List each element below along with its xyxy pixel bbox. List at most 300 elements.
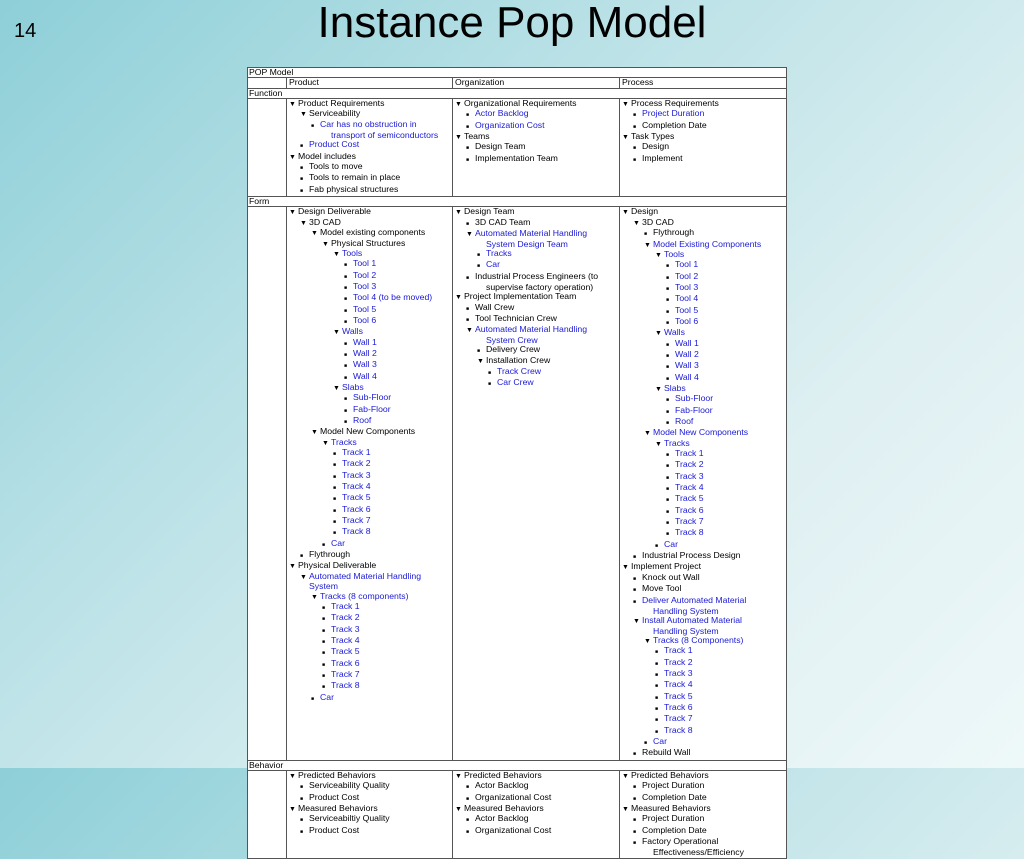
outline-item-text: Tool 2 (675, 270, 699, 281)
outline-item-text: Physical Deliverable (298, 560, 377, 571)
header-corner (248, 78, 287, 88)
outline-item-text: Process Requirements (631, 98, 719, 109)
outline-item-text: Deliver Automated Material (642, 594, 747, 605)
expand-triangle-icon: ▼ (333, 329, 340, 337)
bullet-icon: ■ (666, 375, 670, 382)
outline-item-text: Track 4 (675, 482, 704, 493)
header-organization: Organization (453, 78, 620, 88)
bullet-icon: ■ (322, 650, 326, 657)
header-product: Product (287, 78, 453, 88)
bullet-icon: ■ (633, 751, 637, 758)
bullet-icon: ■ (666, 508, 670, 515)
outline-item-text: Tracks (8 Components) (653, 634, 744, 645)
outline-item-text: Design (631, 206, 659, 217)
outline-item-text: Track 1 (664, 645, 693, 656)
expand-triangle-icon: ▼ (455, 209, 462, 217)
outline-item-text: Wall 2 (353, 347, 377, 358)
bullet-icon: ■ (666, 463, 670, 470)
outline-item-text: Track 5 (675, 493, 704, 504)
outline-item-text: Sub-Floor (353, 392, 392, 403)
cell-behavior-organization (453, 771, 620, 859)
outline-item-text: Track 1 (342, 447, 371, 458)
bullet-icon: ■ (466, 274, 470, 281)
outline-item-text: Wall 4 (675, 371, 699, 382)
outline-item (289, 185, 450, 196)
outline-item (289, 316, 450, 327)
outline-item-text: Tool Technician Crew (475, 312, 557, 323)
outline-item (622, 748, 784, 759)
outline-item (622, 240, 784, 250)
expand-triangle-icon: ▼ (622, 564, 629, 572)
expand-triangle-icon: ▼ (289, 563, 296, 571)
bullet-icon: ■ (633, 828, 637, 835)
section-row-function (248, 88, 787, 98)
outline-item-text: Tracks (486, 247, 512, 258)
bullet-icon: ■ (466, 305, 470, 312)
outline-item-text: System Design Team (486, 238, 568, 249)
outline-item (455, 826, 617, 837)
outline-item-text: Tool 3 (675, 281, 699, 292)
expand-triangle-icon: ▼ (655, 440, 662, 448)
outline-item-text: Track 8 (342, 526, 371, 537)
expand-triangle-icon: ▼ (644, 637, 651, 645)
bullet-icon: ■ (300, 187, 304, 194)
outline-item-text: Serviceability (309, 108, 361, 119)
outline-item-text: Track 3 (664, 667, 693, 678)
outline-item-text: Automated Material Handling (309, 570, 422, 581)
outline-item (622, 714, 784, 725)
bullet-icon: ■ (633, 784, 637, 791)
bullet-icon: ■ (311, 695, 315, 702)
header-process: Process (620, 78, 787, 88)
outline-item-text: Track 3 (342, 469, 371, 480)
bullet-icon: ■ (466, 112, 470, 119)
bullet-icon: ■ (344, 296, 348, 303)
bullet-icon: ■ (655, 694, 659, 701)
outline-item (289, 592, 450, 602)
outline-item-text: Track 2 (664, 656, 693, 667)
expand-triangle-icon: ▼ (311, 230, 318, 238)
outline-item (622, 361, 784, 372)
expand-triangle-icon: ▼ (477, 358, 484, 366)
outline-item (622, 703, 784, 714)
outline-item-text: Installation Crew (486, 355, 551, 366)
bullet-icon: ■ (333, 462, 337, 469)
outline-item (289, 636, 450, 647)
bullet-icon: ■ (666, 274, 670, 281)
outline-item (289, 659, 450, 670)
outline-item (289, 239, 450, 249)
cell-form-product (287, 207, 453, 760)
outline-item-text: Car has no obstruction in (320, 118, 417, 129)
bullet-icon: ■ (666, 474, 670, 481)
bullet-icon: ■ (466, 316, 470, 323)
outline-item-text: Tracks (331, 436, 357, 447)
bullet-icon: ■ (300, 143, 304, 150)
outline-item-text: Tools (664, 248, 685, 259)
outline-item-text: Track 6 (342, 503, 371, 514)
outline-item-text: Install Automated Material (642, 615, 742, 626)
outline-item-text: Teams (464, 131, 490, 142)
bullet-icon: ■ (300, 795, 304, 802)
cell-function-organization (453, 99, 620, 197)
bullet-icon: ■ (466, 145, 470, 152)
bullet-icon: ■ (300, 165, 304, 172)
outline-item-text: Track 6 (331, 657, 360, 668)
outline-item-text: Track 2 (331, 612, 360, 623)
outline-item (622, 328, 784, 338)
outline-item (455, 249, 617, 260)
bullet-icon: ■ (488, 369, 492, 376)
outline-item-text: Predicted Behaviors (298, 770, 376, 780)
outline-item-text: Physical Structures (331, 237, 406, 248)
bullet-icon: ■ (666, 308, 670, 315)
outline-item-text: Tracks (8 components) (320, 590, 409, 601)
bullet-icon: ■ (466, 817, 470, 824)
bullet-icon: ■ (344, 407, 348, 414)
outline-item-text: Track 5 (331, 646, 360, 657)
outline-item-text: Roof (353, 415, 372, 425)
outline-item (455, 154, 617, 165)
outline-item-text: Wall 1 (675, 337, 699, 348)
bullet-icon: ■ (633, 156, 637, 163)
outline-item-text: Track Crew (497, 365, 542, 376)
outline-item-text: Car (331, 537, 345, 548)
outline-item-text: Implement (642, 152, 683, 163)
outline-item-text: Completion Date (642, 824, 707, 835)
outline-item-text: Completion Date (642, 791, 707, 802)
expand-triangle-icon: ▼ (466, 231, 473, 239)
bullet-icon: ■ (466, 123, 470, 130)
bullet-icon: ■ (655, 649, 659, 656)
outline-item-text: Project Duration (642, 780, 705, 791)
row-spacer (248, 207, 287, 760)
outline-item (622, 306, 784, 317)
expand-triangle-icon: ▼ (289, 773, 296, 780)
outline-item-text: Task Types (631, 131, 675, 142)
bullet-icon: ■ (666, 285, 670, 292)
outline-item-text: Track 7 (675, 516, 704, 527)
outline-item-text: Walls (664, 327, 685, 338)
outline-item-text: Organizational Cost (475, 824, 552, 835)
outline-item-text: Product Cost (309, 824, 360, 835)
table-title: POP Model (248, 68, 787, 78)
cell-form-process (620, 207, 787, 760)
bullet-icon: ■ (633, 840, 637, 847)
outline-item-text: Roof (675, 416, 694, 426)
outline-item-text: Tool 3 (353, 280, 377, 291)
outline-item (622, 669, 784, 680)
expand-triangle-icon: ▼ (655, 385, 662, 393)
row-spacer (248, 99, 287, 197)
pop-model-table (247, 67, 787, 859)
bullet-icon: ■ (344, 374, 348, 381)
outline-item (622, 528, 784, 539)
outline-item-text: Project Implementation Team (464, 291, 577, 302)
outline-item-text: Track 8 (675, 527, 704, 538)
expand-triangle-icon: ▼ (622, 209, 629, 217)
outline-item (622, 373, 784, 384)
outline-item-text: System (309, 581, 338, 592)
bullet-icon: ■ (633, 575, 637, 582)
outline-item-text: Move Tool (642, 583, 682, 594)
bullet-icon: ■ (666, 341, 670, 348)
outline-item (455, 367, 617, 378)
outline-item-text: Measured Behaviors (464, 803, 544, 814)
outline-item-text: Product Cost (309, 139, 360, 150)
section-row-behavior (248, 760, 787, 770)
outline-item-text: Tools (342, 247, 363, 258)
bullet-icon: ■ (655, 671, 659, 678)
outline-item-text: Actor Backlog (475, 813, 529, 824)
outline-item (622, 658, 784, 669)
bullet-icon: ■ (477, 347, 481, 354)
expand-triangle-icon: ▼ (655, 330, 662, 338)
outline-item (289, 826, 450, 837)
cell-function-process (620, 99, 787, 197)
outline-item (622, 680, 784, 691)
outline-item-text: Track 3 (675, 470, 704, 481)
bullet-icon: ■ (333, 530, 337, 537)
expand-triangle-icon: ▼ (333, 384, 340, 392)
bullet-icon: ■ (344, 340, 348, 347)
outline-item-text: Product Cost (309, 791, 360, 802)
bullet-icon: ■ (655, 542, 659, 549)
outline-item-text: Tool 4 (to be moved) (353, 292, 433, 303)
expand-triangle-icon: ▼ (311, 429, 318, 437)
outline-item-text: Track 5 (664, 690, 693, 701)
outline-item-text: Serviceabiltiy Quality (309, 813, 390, 824)
outline-item-text: Serviceability Quality (309, 780, 390, 791)
bullet-icon: ■ (666, 452, 670, 459)
outline-item-text: Implement Project (631, 561, 702, 572)
outline-item-text: Track 1 (331, 600, 360, 611)
bullet-icon: ■ (322, 616, 326, 623)
outline-item (622, 339, 784, 350)
header-row (248, 78, 787, 88)
table-title-row (248, 68, 787, 78)
outline-item (622, 692, 784, 703)
outline-item-text: Delivery Crew (486, 343, 541, 354)
outline-item (622, 272, 784, 283)
outline-item (622, 154, 784, 165)
outline-item-text: Completion Date (642, 119, 707, 130)
outline-item-text: Industrial Process Engineers (to (475, 270, 599, 281)
outline-item (622, 726, 784, 737)
expand-triangle-icon: ▼ (466, 327, 473, 335)
outline-item-text: 3D CAD Team (475, 216, 531, 227)
section-label-form: Form (248, 197, 787, 207)
outline-item-text: Tool 5 (353, 303, 377, 314)
expand-triangle-icon: ▼ (289, 101, 296, 109)
outline-item (622, 294, 784, 305)
bullet-icon: ■ (333, 507, 337, 514)
bullet-icon: ■ (666, 486, 670, 493)
outline-item-text: Flythrough (309, 549, 351, 560)
bullet-icon: ■ (666, 420, 670, 426)
outline-item (622, 406, 784, 417)
expand-triangle-icon: ▼ (655, 251, 662, 259)
outline-item-text: Track 4 (664, 679, 693, 690)
outline-item (622, 428, 784, 438)
bullet-icon: ■ (633, 123, 637, 130)
bullet-icon: ■ (655, 683, 659, 690)
cell-form-organization (453, 207, 620, 760)
outline-item-text: Tracks (664, 437, 690, 448)
bullet-icon: ■ (633, 587, 637, 594)
bullet-icon: ■ (666, 263, 670, 270)
expand-triangle-icon: ▼ (333, 250, 340, 258)
expand-triangle-icon: ▼ (622, 806, 629, 814)
bullet-icon: ■ (344, 419, 348, 425)
outline-item-text: Industrial Process Design (642, 550, 741, 561)
outline-item-text: Predicted Behaviors (464, 770, 542, 780)
outline-item-text: Rebuild Wall (642, 747, 691, 758)
cell-behavior-product (287, 771, 453, 859)
bullet-icon: ■ (666, 520, 670, 527)
outline-item (289, 625, 450, 636)
outline-item-text: Model includes (298, 150, 356, 161)
outline-item (622, 848, 784, 857)
section-label-behavior: Behavior (248, 760, 787, 770)
bullet-icon: ■ (655, 660, 659, 667)
outline-item-text: Track 4 (342, 481, 371, 492)
expand-triangle-icon: ▼ (289, 806, 296, 814)
outline-item (622, 636, 784, 646)
outline-item-text: Track 8 (664, 724, 693, 735)
content-row-behavior (248, 771, 787, 859)
outline-item-text: Track 6 (664, 701, 693, 712)
outline-item-text: Tools to remain in place (309, 172, 401, 183)
outline-item-text: Track 8 (331, 680, 360, 691)
section-label-function: Function (248, 88, 787, 98)
outline-item-text: Wall 2 (675, 348, 699, 359)
bullet-icon: ■ (655, 705, 659, 712)
outline-item-text: Track 1 (675, 448, 704, 459)
outline-item-text: Actor Backlog (475, 108, 529, 119)
expand-triangle-icon: ▼ (300, 573, 307, 581)
bullet-icon: ■ (300, 176, 304, 183)
bullet-icon: ■ (666, 352, 670, 359)
expand-triangle-icon: ▼ (644, 430, 651, 438)
outline-item-text: Automated Material Handling (475, 228, 588, 239)
expand-triangle-icon: ▼ (455, 773, 462, 780)
expand-triangle-icon: ▼ (455, 101, 462, 109)
bullet-icon: ■ (300, 553, 304, 560)
slide-title: Instance Pop Model (317, 0, 707, 47)
outline-item (289, 527, 450, 538)
bullet-icon: ■ (666, 531, 670, 538)
outline-item-text: Tool 4 (675, 293, 699, 304)
outline-item (622, 283, 784, 294)
outline-item (289, 602, 450, 613)
bullet-icon: ■ (633, 554, 637, 561)
outline-item-text: Car (664, 538, 678, 549)
bullet-icon: ■ (322, 684, 326, 691)
outline-item-text: Handling System (653, 625, 719, 636)
expand-triangle-icon: ▼ (644, 241, 651, 249)
bullet-icon: ■ (300, 828, 304, 835)
outline-item-text: Slabs (664, 382, 686, 393)
bullet-icon: ■ (344, 351, 348, 358)
outline-item-text: Walls (342, 326, 363, 337)
outline-item-text: 3D CAD (309, 216, 341, 227)
row-spacer (248, 771, 287, 859)
outline-item-text: Organizational Cost (475, 791, 552, 802)
bullet-icon: ■ (300, 784, 304, 791)
expand-triangle-icon: ▼ (622, 134, 629, 142)
outline-item-text: Sub-Floor (675, 393, 714, 404)
outline-item-text: Automated Material Handling (475, 324, 588, 335)
outline-item-text: Wall 1 (353, 336, 377, 347)
bullet-icon: ■ (344, 363, 348, 370)
outline-item (622, 218, 784, 228)
outline-item-text: Design (642, 141, 670, 152)
outline-item-text: Wall Crew (475, 301, 515, 312)
outline-item-text: Tools to move (309, 161, 363, 172)
bullet-icon: ■ (666, 497, 670, 504)
outline-item-text: Track 3 (331, 623, 360, 634)
outline-item-text: Model existing components (320, 227, 426, 238)
expand-triangle-icon: ▼ (633, 618, 640, 626)
outline-item (455, 240, 617, 249)
bullet-icon: ■ (655, 728, 659, 735)
outline-item-text: System Crew (486, 334, 538, 345)
outline-item-text: Wall 3 (675, 360, 699, 371)
bullet-icon: ■ (344, 396, 348, 403)
bullet-icon: ■ (333, 485, 337, 492)
bullet-icon: ■ (344, 318, 348, 325)
bullet-icon: ■ (666, 364, 670, 371)
outline-item-text: Car (320, 691, 334, 702)
outline-item-text: supervise factory operation) (486, 281, 594, 292)
outline-item-text: Implementation Team (475, 152, 558, 163)
bullet-icon: ■ (644, 739, 648, 746)
outline-item-text: Car (486, 259, 500, 270)
expand-triangle-icon: ▼ (633, 219, 640, 227)
outline-item-text: Fab-Floor (675, 404, 713, 415)
bullet-icon: ■ (633, 817, 637, 824)
outline-item-text: Track 6 (675, 504, 704, 515)
bullet-icon: ■ (466, 784, 470, 791)
outline-item-text: Effectiveness/Efficiency (653, 847, 744, 858)
bullet-icon: ■ (633, 112, 637, 119)
outline-item-text: Predicted Behaviors (631, 770, 709, 780)
outline-item-text: Product Requirements (298, 98, 385, 109)
outline-item-text: Wall 4 (353, 370, 377, 381)
outline-item-text: Organization Cost (475, 119, 545, 130)
bullet-icon: ■ (322, 627, 326, 634)
outline-item-text: Track 2 (342, 458, 371, 469)
bullet-icon: ■ (666, 397, 670, 404)
outline-item-text: transport of semiconductors (331, 130, 439, 141)
outline-item-text: Tool 1 (675, 259, 699, 270)
expand-triangle-icon: ▼ (455, 806, 462, 814)
bullet-icon: ■ (322, 672, 326, 679)
outline-item (289, 670, 450, 681)
outline-item-text: Flythrough (653, 227, 695, 238)
outline-item-text: Organizational Requirements (464, 98, 577, 109)
bullet-icon: ■ (333, 519, 337, 526)
cell-behavior-process (620, 771, 787, 859)
expand-triangle-icon: ▼ (300, 111, 307, 119)
outline-item-text: Design Deliverable (298, 206, 371, 217)
bullet-icon: ■ (322, 541, 326, 548)
bullet-icon: ■ (488, 380, 492, 387)
bullet-icon: ■ (466, 156, 470, 163)
bullet-icon: ■ (655, 717, 659, 724)
bullet-icon: ■ (633, 145, 637, 152)
